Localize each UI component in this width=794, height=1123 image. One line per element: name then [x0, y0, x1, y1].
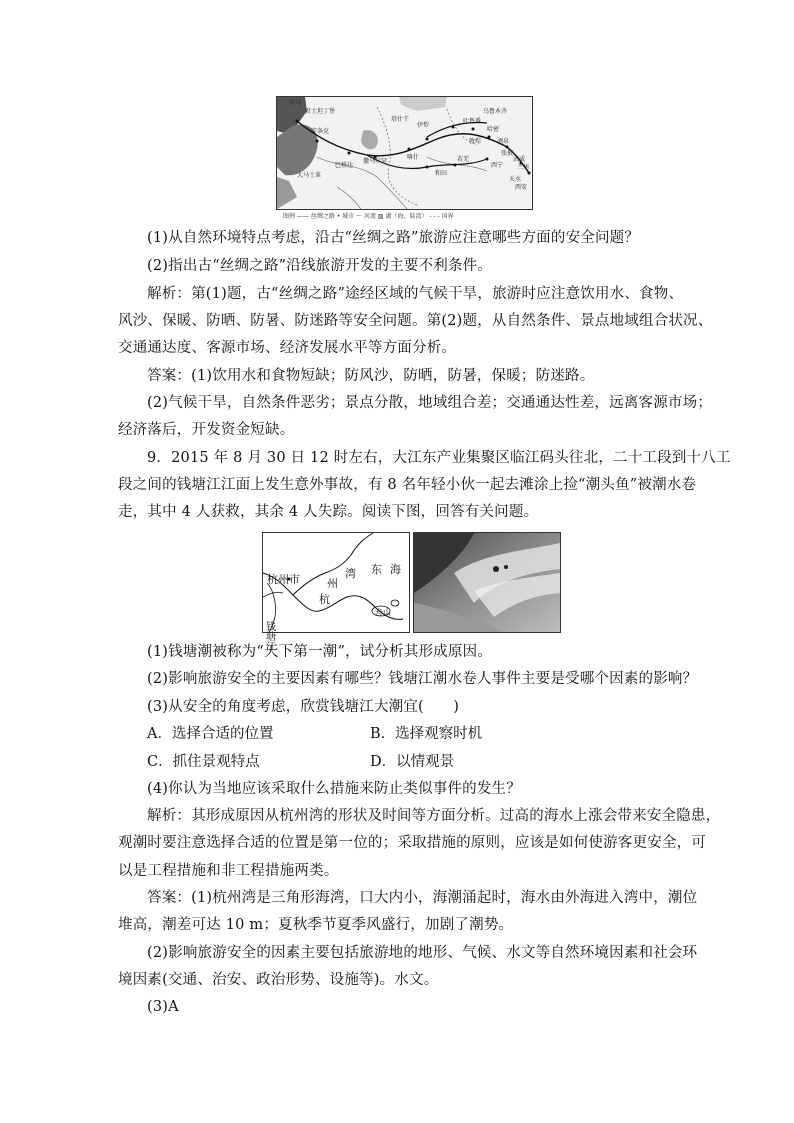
q8-answer-line: 经济落后，开发资金短缺。 [118, 422, 295, 438]
q8-question-1: (1)从自然环境特点考虑，沿古“丝绸之路”旅游应注意哪些方面的安全问题？ [147, 230, 640, 246]
map-label: 安条克 [311, 128, 330, 135]
option-b: B．选择观察时机 [370, 726, 483, 742]
q9-stem-line: 走，其中 4 人获救，其余 4 人失踪。阅读下图，回答有关问题。 [118, 504, 539, 520]
map-label: 大马士革 [297, 172, 322, 179]
q8-analysis-line: 风沙、保暖、防晒、防暑、防迷路等安全问题。第(2)题，从自然条件、景点地域组合状况、 [118, 313, 713, 329]
q8-question-2: (2)指出古“丝绸之路”沿线旅游开发的主要不利条件。 [147, 258, 493, 274]
map-label: 西宁 [491, 162, 504, 169]
bay-label-hang: 杭 [319, 593, 330, 606]
q9-question-3: (3)从安全的角度考虑，欣赏钱塘江大潮宜( ) [147, 699, 460, 715]
q9-answer-line: 境因素(交通、治安、政治形势、设施等)。水文。 [118, 972, 439, 988]
tidal-bore-photo [413, 532, 561, 633]
map-label: 吐鲁番 [463, 118, 482, 125]
q9-answer-line: (2)影响旅游安全的因素主要包括旅游地的地形、气候、水文等自然环境因素和社会环 [147, 945, 698, 961]
map-label: 罗马 [289, 100, 302, 107]
silk-road-map [276, 96, 533, 210]
q9-question-1: (1)钱塘潮被称为“天下第一潮”，试分析其形成原因。 [147, 644, 493, 660]
map-label: 伊犁 [417, 122, 430, 129]
map-label: 张掖 [501, 150, 514, 157]
q9-question-4: (4)你认为当地应该采取什么措施来防止类似事件的发生？ [147, 781, 521, 797]
q8-answer-line: (2)气候干旱，自然条件恶劣；景点分散，地域组合差；交通通达性差，远离客源市场； [147, 395, 713, 411]
option-d: D．以情观景 [370, 754, 455, 770]
silk-road-map-graphic [277, 97, 532, 209]
map-label: 哈密 [487, 126, 500, 133]
map-label: 若羌 [457, 156, 470, 163]
hangzhou-bay-map-graphic [263, 533, 409, 651]
qiantang-river-label: 钱塘江 [263, 621, 275, 651]
q9-stem-line: 9．2015 年 8 月 30 日 12 时左右，大江东产业集聚区临江码头往北，二十工段到十八工 [147, 450, 731, 466]
map-label: 和田 [435, 170, 448, 177]
q8-analysis-line: 解析：第(1)题，古“丝绸之路”途经区域的气候干旱，旅游时应注意饮用水、食物、 [147, 286, 684, 302]
map-label: 喀什 [407, 154, 420, 161]
map-label: 武威 [513, 156, 526, 163]
hangzhou-bay-map [262, 532, 410, 651]
map-label: 西安 [515, 184, 528, 191]
map-label: 君士坦丁堡 [305, 108, 336, 115]
q9-answer-line: 答案：(1)杭州湾是三角形海湾，口大内小，海潮涌起时，海水由外海进入湾中，潮位 [147, 890, 698, 906]
map-label: 塔什干 [391, 116, 410, 123]
map-label: 兰州 [517, 164, 530, 171]
hangzhou-city-label: 杭州市 [267, 573, 300, 586]
option-a: A．选择合适的位置 [147, 726, 274, 742]
map-label: 撒马尔罕 [363, 158, 388, 165]
bay-label-zhou: 州 [327, 577, 338, 590]
map-legend: 图例 —— 丝绸之路 • 城市 ～ 河流 ▨ 湖（海、陆湾） - - - 国界 [283, 213, 454, 220]
q9-stem-line: 段之间的钱塘江江面上发生意外事故，有 8 名年轻小伙一起去滩涂上捡“潮头鱼”被潮水卷 [118, 477, 697, 493]
q9-answer-line: (3)A [147, 999, 179, 1015]
map-label: 巴格达 [335, 162, 354, 169]
map-label: 天水 [509, 176, 522, 183]
q9-question-2: (2)影响旅游安全的主要因素有哪些？钱塘江潮水卷人事件主要是受哪个因素的影响？ [147, 671, 698, 687]
q9-analysis-line: 解析：其形成原因从杭州湾的形状及时间等方面分析。过高的海水上涨会带来安全隐患， [147, 808, 721, 824]
tidal-bore-photo-graphic [414, 533, 560, 632]
q9-analysis-line: 以是工程措施和非工程措施两类。 [118, 863, 339, 879]
option-c: C．抓住景观特点 [147, 754, 260, 770]
map-label: 乌鲁木齐 [483, 108, 508, 115]
q8-analysis-line: 交通通达度、客源市场、经济发展水平等方面分析。 [118, 340, 457, 356]
q8-answer-line: 答案：(1)饮用水和食物短缺；防风沙，防晒，防暑，保暖；防迷路。 [147, 368, 595, 384]
map-label: 敦煌 [469, 138, 482, 145]
q9-analysis-line: 观潮时要注意选择合适的位置是第一位的；采取措施的原则，应该是如何使游客更安全，可 [118, 835, 706, 851]
east-sea-label: 东海 [371, 563, 409, 576]
bay-label-wan: 湾 [345, 567, 356, 580]
zhoushan-label: 舟山 [375, 608, 391, 617]
map-label: 酒泉 [497, 138, 510, 145]
q9-answer-line: 堆高，潮差可达 10 m；夏秋季节夏季风盛行，加剧了潮势。 [118, 917, 514, 933]
